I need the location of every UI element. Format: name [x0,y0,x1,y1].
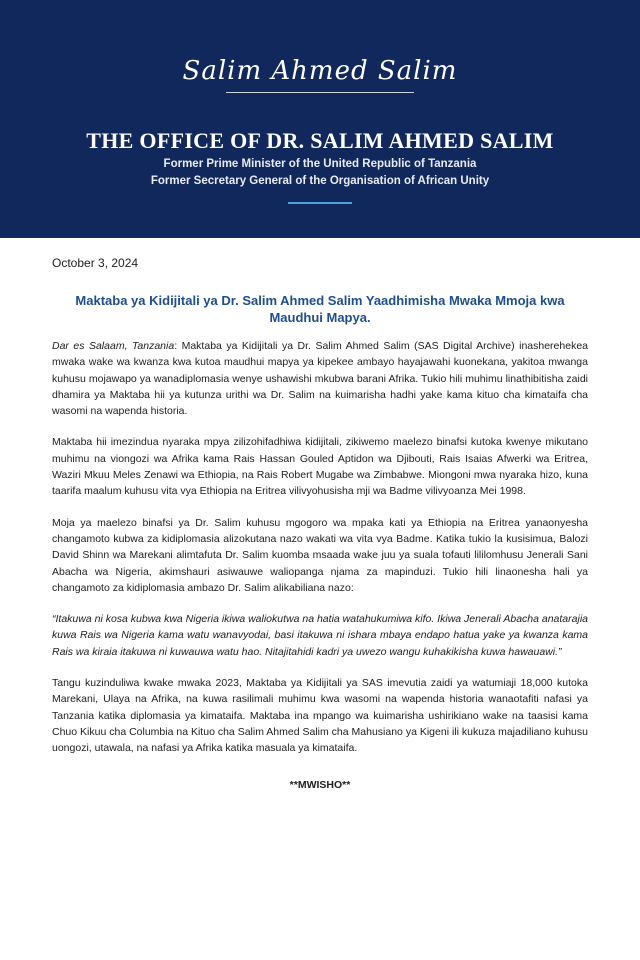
letterhead [0,0,640,238]
signature-underline [226,92,414,93]
paragraph-4: Tangu kuzinduliwa kwake mwaka 2023, Maktaba ya Kidijitali ya SAS imevutia zaidi ya watumiaji 18,000 kutoka Marekani, Ulaya na Afrika, na kuwa rasilimali muhimu kwa wasomi na wapenda historia wanaotafiti nafasi ya Tanzania katika diplomasia ya kimataifa. Maktaba ina mpango wa kuimarisha ushirikiano wake na taasisi kama Chuo Kikuu cha Columbia na Kituo cha Salim Ahmed Salim cha Mahusiano ya Kigeni ili kukuza majadiliano kuhusu uongozi, utawala, na nafasi ya Afrika katika masuala ya kimataifa. [52,677,588,755]
signature-logo: Salim Ahmed Salim [182,56,458,86]
office-title: THE OFFICE OF DR. SALIM AHMED SALIM [86,128,554,153]
subtitle-secretary-general: Former Secretary General of the Organisation of African Unity [150,175,490,187]
headline: Maktaba ya Kidijitali ya Dr. Salim Ahmed Salim Yaadhimisha Mwaka Mmoja kwa Maudhui Mapya. [75,293,565,325]
paragraph-1-text: : Maktaba ya Kidijitali ya Dr. Salim Ahmed Salim (SAS Digital Archive) inasherehekea mwaka wake wa kwanza kwa kutoa maudhui mapya ya kipekee ambayo hayajawahi kuonekana, yakitoa mwanga kuhusu mojawapo ya wanadiplomasia wenye ushawishi mkubwa barani Afrika. Tukio hili muhimu linathibitisha zaidi dhamira ya Maktaba hii ya kutunza urithi wa Dr. Salim na kuimarisha hadhi yake kama kituo cha kimataifa cha wasomi na wapenda historia. [52,340,589,418]
header-accent-line [288,202,352,204]
quote-paragraph: “Itakuwa ni kosa kubwa kwa Nigeria ikiwa waliokutwa na hatia watahukumiwa kifo. Ikiwa Jenerali Abacha anatarajia kuwa Rais wa Nigeria kama watu wanavyodai, basi itakuwa ni ishara mbaya endapo hatua yake ya kwanza kama Rais wa kiraia itakuwa ni kuwauwa watu hao. Nitajitahidi kadri ya uwezo wangu kuhakikisha kuwa hawauawi.” [52,613,588,658]
paragraph-3: Moja ya maelezo binafsi ya Dr. Salim kuhusu mgogoro wa mpaka kati ya Ethiopia na Eritrea yanaonyesha changamoto kubwa za kidiplomasia alizokutana nazo wakati wa vita vya Badme. Katika tukio la kusisimua, Balozi David Shinn wa Marekani alimtafuta Dr. Salim kuomba msaada wake juu ya suala tofauti lililomhusu Jenerali Sani Abacha wa Nigeria, akimshauri asiwauwe waliopanga njama za mapinduzi. Tukio hili linaonesha hali ya changamoto za kidiplomasia ambazo Dr. Salim alikabiliana nazo: [52,516,588,594]
release-date: October 3, 2024 [52,256,139,270]
paragraph-1 [52,338,588,419]
article-text [52,338,588,808]
subtitle-prime-minister: Former Prime Minister of the United Republic of Tanzania [163,158,477,170]
end-mark: **MWISHO** [289,778,351,791]
dateline-location: Dar es Salaam, Tanzania [52,340,175,352]
paragraph-2: Maktaba hii imezindua nyaraka mpya zilizohifadhiwa kidijitali, zikiwemo maelezo binafsi kutoka kwenye mikutano muhimu na viongozi wa Afrika kama Rais Hassan Gouled Aptidon wa Djibouti, Rais Isaias Afwerki wa Eritrea, Waziri Mkuu Meles Zenawi wa Ethiopia, na Rais Robert Mugabe wa Zimbabwe. Miongoni mwa nyaraka hizo, kuna taarifa maalum kuhusu vita vya Ethiopia na Eritrea vilivyohusisha mji wa Badme vilivyoanza Mei 1998. [52,436,588,498]
